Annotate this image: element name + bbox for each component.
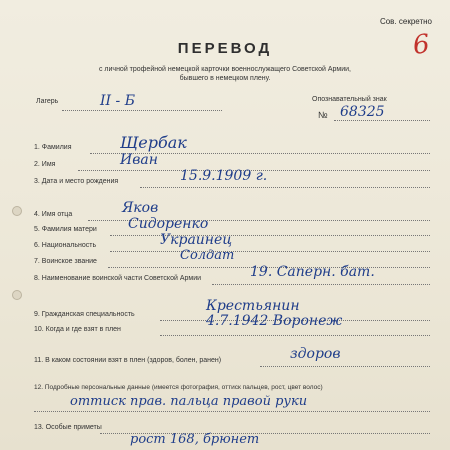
classification-stamp: Сов. секретно	[379, 17, 432, 26]
tag-value: 68325	[340, 104, 385, 120]
field-line	[110, 235, 430, 236]
camp-line	[62, 110, 222, 111]
field-label-occupation: 9. Гражданская специальность	[34, 311, 135, 318]
field-label-captured: 10. Когда и где взят в плен	[34, 326, 121, 333]
field-label-father: 4. Имя отца	[34, 211, 73, 218]
field-value-surname: Щербак	[120, 133, 187, 152]
punch-hole	[12, 206, 22, 216]
document-subtitle-line2: бывшего в немецком плену.	[179, 75, 271, 82]
field-line	[212, 284, 430, 285]
field-label-name: 2. Имя	[34, 161, 56, 168]
field-label-features: 13. Особые приметы	[34, 424, 102, 431]
field-label-condition: 11. В каком состоянии взят в плен (здоров, болен, ранен)	[34, 357, 222, 364]
field-value-occupation: Крестьянин	[206, 298, 300, 314]
field-value-nationality: Украинец	[160, 232, 233, 248]
tag-label: Опознавательный знак	[312, 96, 387, 103]
field-label-surname: 1. Фамилия	[34, 144, 72, 151]
page-number: 6	[411, 29, 432, 61]
field-value-name: Иван	[120, 152, 158, 168]
field-label-birth: 3. Дата и место рождения	[34, 178, 119, 185]
field-label-nationality: 6. Национальность	[34, 242, 97, 249]
field-label-personal-data: 12. Подробные персональные данные (имеется фотография, оттиск пальцев, рост, цвет волос)	[34, 384, 323, 391]
field-line	[160, 335, 430, 336]
camp-label: Лагерь	[36, 98, 59, 105]
tag-prefix: №	[318, 110, 328, 120]
document-title: ПЕРЕВОД	[177, 40, 273, 57]
field-value-captured: 4.7.1942 Воронеж	[206, 313, 343, 329]
field-value-rank: Солдат	[180, 248, 235, 263]
field-value-condition: здоров	[290, 346, 341, 362]
field-label-rank: 7. Воинское звание	[34, 258, 97, 265]
field-value-personal-data: оттиск прав. пальца правой руки	[70, 394, 308, 409]
tag-line	[334, 120, 430, 121]
field-value-mother: Сидоренко	[128, 216, 209, 232]
punch-hole	[12, 290, 22, 300]
field-line	[140, 187, 430, 188]
field-label-unit: 8. Наименование воинской части Советской Армии	[34, 275, 202, 282]
camp-value: II - Б	[100, 93, 135, 109]
document-subtitle-line1: с личной трофейной немецкой карточки военнослужащего Советской Армии,	[98, 66, 352, 73]
field-line	[34, 411, 430, 412]
field-value-features: рост 168, брюнет	[130, 432, 260, 447]
field-line	[260, 366, 430, 367]
field-line	[110, 251, 430, 252]
field-value-unit: 19. Саперн. бат.	[250, 264, 375, 280]
field-value-birth: 15.9.1909 г.	[180, 168, 268, 184]
field-value-father: Яков	[122, 200, 159, 216]
field-label-mother: 5. Фамилия матери	[34, 226, 97, 233]
